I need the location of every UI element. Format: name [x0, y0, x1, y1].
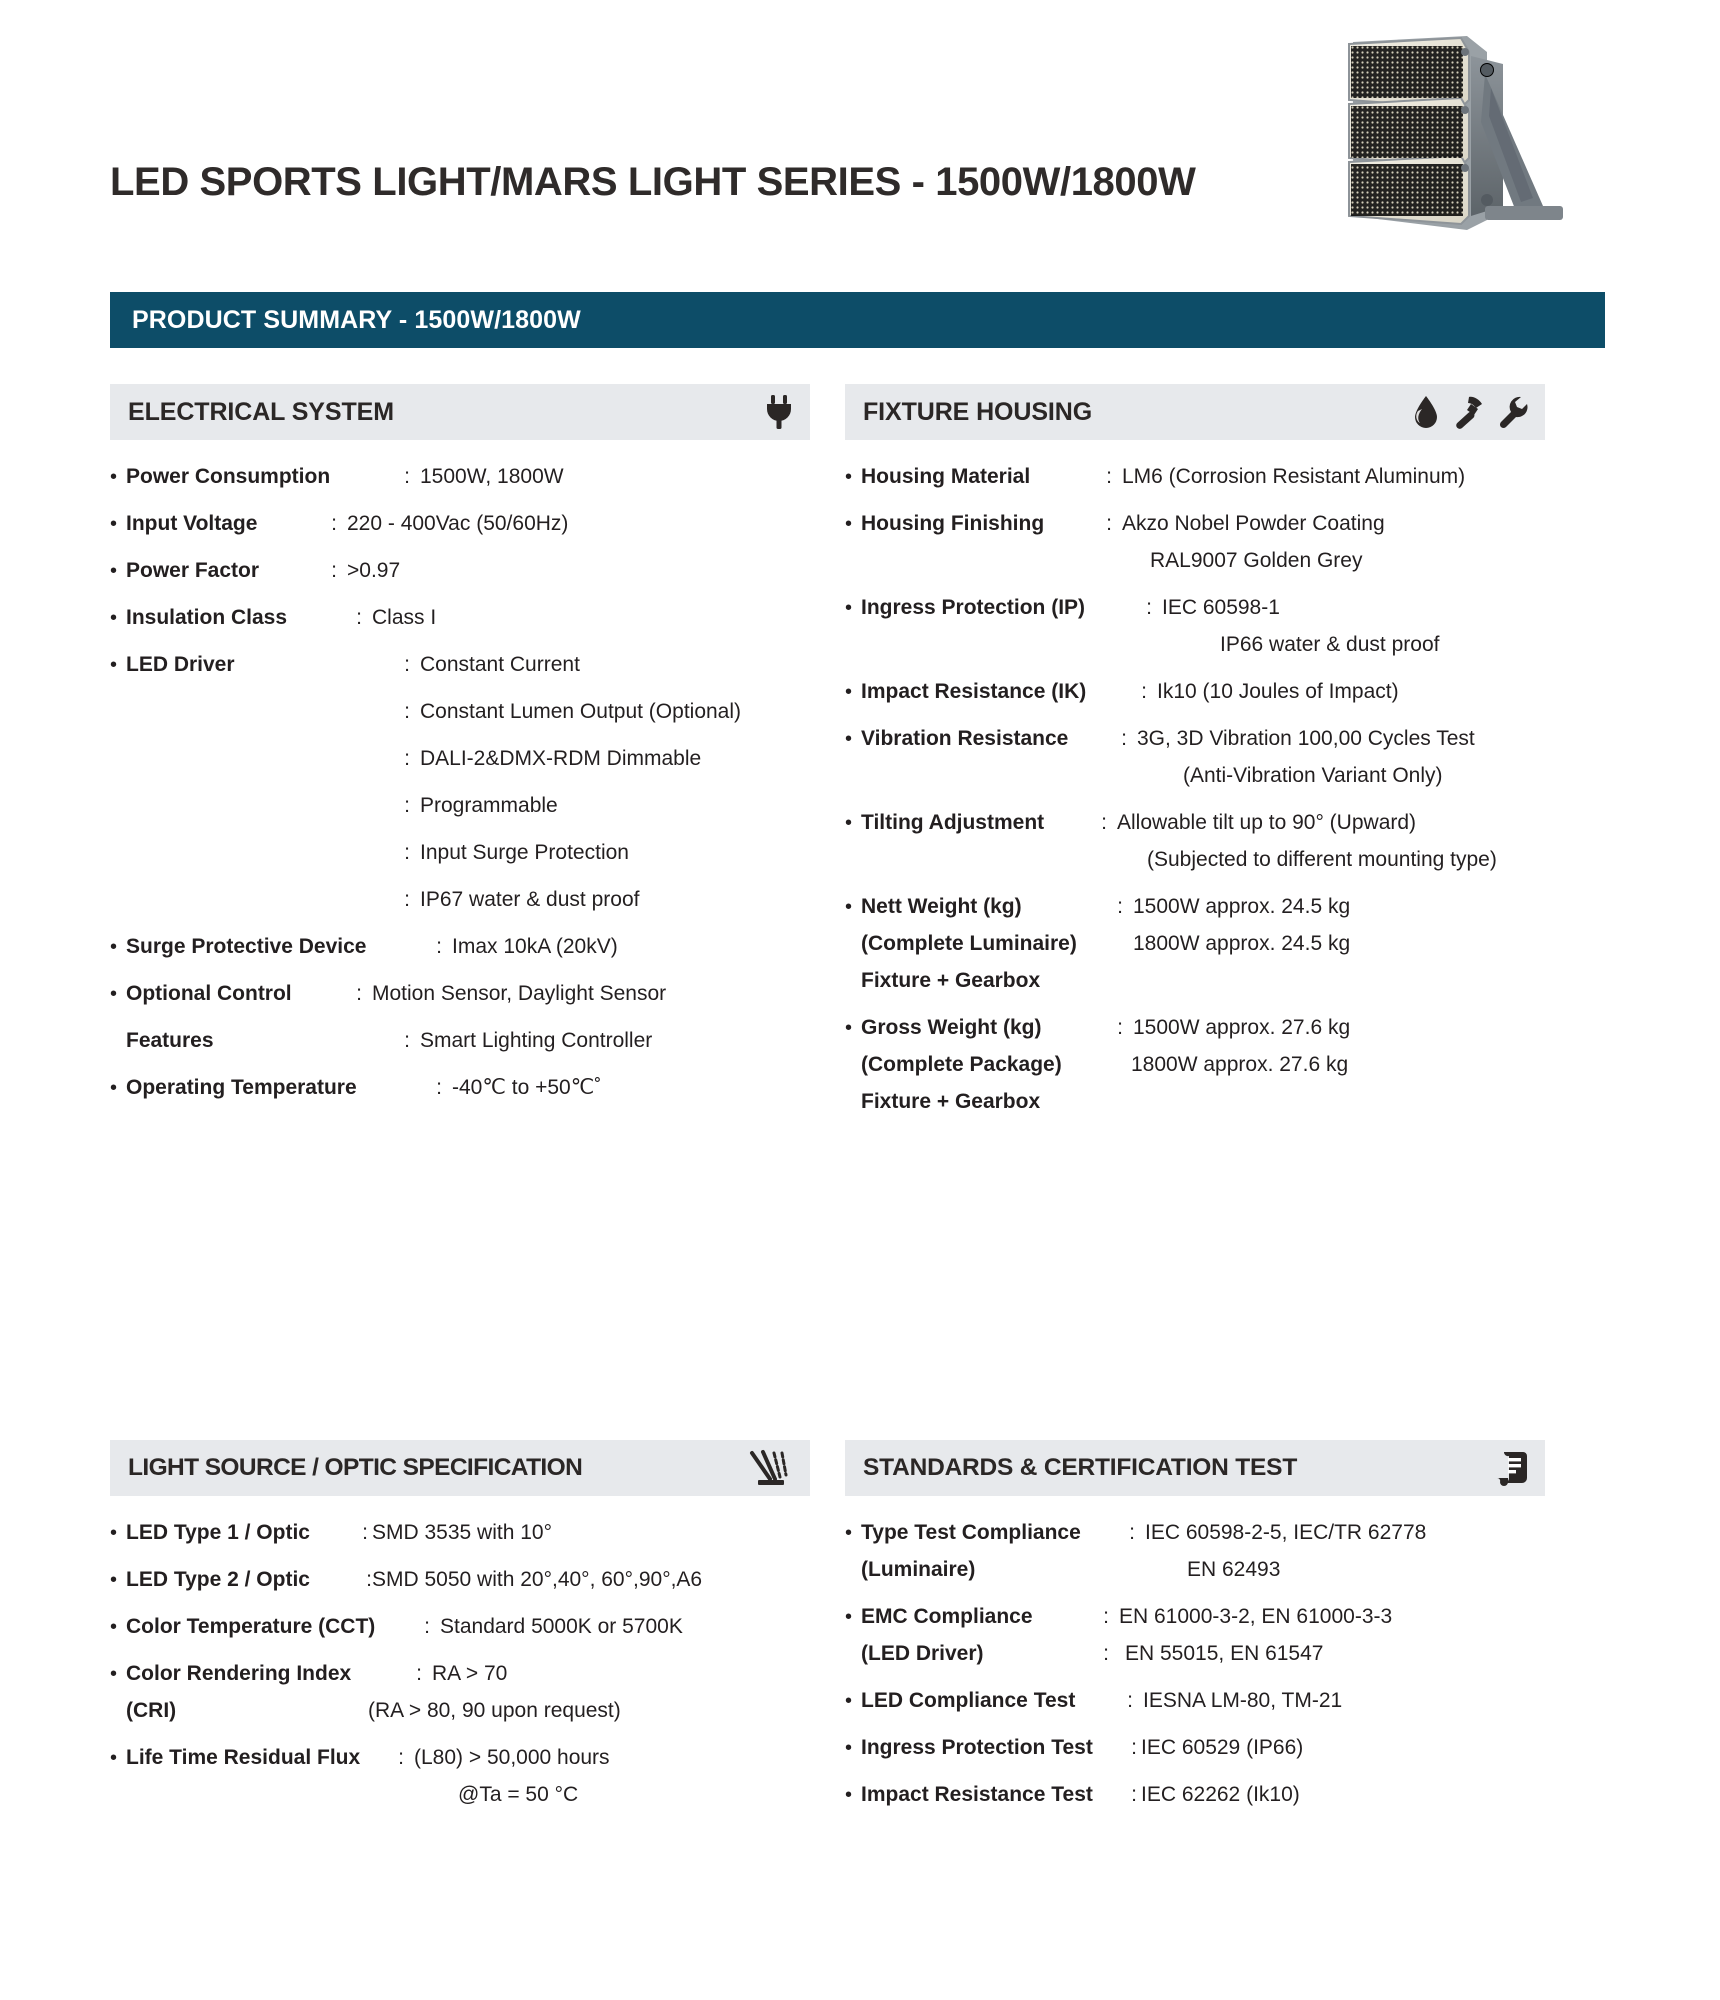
spec-row: [110, 513, 810, 534]
section-electrical-system: [110, 384, 810, 1124]
bullet-icon: •: [845, 896, 853, 918]
spec-label: Surge Protective Device: [126, 935, 367, 958]
bullet-icon: [110, 1785, 126, 1805]
bullet-icon: •: [110, 1616, 118, 1638]
bullet-icon: •: [110, 983, 118, 1005]
spec-colon: :: [362, 1521, 368, 1544]
spec-row: [845, 765, 1545, 786]
spec-label: Color Rendering Index: [126, 1662, 352, 1685]
spec-label: Power Consumption: [126, 465, 331, 488]
bullet-icon: •: [110, 1569, 118, 1591]
spec-label: Housing Material: [861, 465, 1031, 488]
spec-colon: :: [436, 935, 442, 958]
bullet-icon: [845, 635, 861, 655]
spec-colon: :: [1129, 1521, 1135, 1544]
spec-colon: :: [404, 1029, 410, 1052]
spec-colon: :: [404, 888, 410, 911]
bullet-icon: •: [845, 1522, 853, 1544]
spec-value: 1500W approx. 24.5 kg: [1133, 895, 1351, 918]
bullet-icon: [845, 971, 861, 991]
spec-value: Constant Lumen Output (Optional): [420, 700, 742, 723]
spec-row: [845, 1522, 1545, 1543]
section-header-optic: [110, 1440, 810, 1496]
bullet-icon: [110, 843, 126, 863]
bullet-icon: [845, 551, 861, 571]
spec-value: Class I: [372, 606, 437, 629]
spec-colon: :: [1141, 680, 1147, 703]
bullet-icon: [110, 796, 126, 816]
spec-row: [845, 1737, 1545, 1758]
spec-label: Nett Weight (kg): [861, 895, 1022, 918]
spec-row: [845, 1091, 1545, 1112]
bullet-icon: [845, 1055, 861, 1075]
spec-row: [110, 560, 810, 581]
spec-label: Power Factor: [126, 559, 260, 582]
spec-colon: :: [1127, 1689, 1133, 1712]
spec-row: [845, 634, 1545, 655]
spec-value: DALI-2&DMX-RDM Dimmable: [420, 747, 702, 770]
bullet-icon: [845, 1092, 861, 1112]
spec-value: 220 - 400Vac (50/60Hz): [347, 512, 569, 535]
spec-value: EN 55015, EN 61547: [1125, 1642, 1324, 1665]
spec-row: [110, 701, 810, 722]
banner-title: PRODUCT SUMMARY - 1500W/1800W: [132, 305, 581, 334]
spec-value: SMD 3535 with 10°: [372, 1521, 552, 1544]
bullet-icon: •: [110, 607, 118, 629]
bullet-icon: •: [110, 936, 118, 958]
spec-value: >0.97: [347, 559, 401, 582]
bullet-icon: •: [110, 1663, 118, 1685]
spec-row: [845, 933, 1545, 954]
spec-label: (Complete Luminaire): [861, 932, 1077, 955]
section-fixture-housing: [845, 384, 1545, 1138]
spec-row: [845, 1606, 1545, 1627]
spec-colon: :: [404, 841, 410, 864]
section-title-housing: FIXTURE HOUSING: [863, 397, 1093, 426]
spec-label: Type Test Compliance: [861, 1521, 1081, 1544]
spec-label: Operating Temperature: [126, 1076, 357, 1099]
spec-row: [110, 936, 810, 957]
bullet-icon: [845, 1644, 861, 1664]
spec-value: Allowable tilt up to 90° (Upward): [1117, 811, 1417, 834]
bullet-icon: •: [845, 513, 853, 535]
spec-label: LED Compliance Test: [861, 1689, 1076, 1712]
spec-value: 1500W approx. 27.6 kg: [1133, 1016, 1351, 1039]
spec-colon: :: [366, 1568, 372, 1591]
bullet-icon: [110, 1701, 126, 1721]
spec-label: EMC Compliance: [861, 1605, 1033, 1628]
spec-row: [110, 1663, 810, 1684]
spec-label: Impact Resistance Test: [861, 1783, 1093, 1806]
bullet-icon: •: [845, 466, 853, 488]
spec-colon: :: [404, 794, 410, 817]
bullet-icon: •: [845, 681, 853, 703]
spec-value: @Ta = 50 °C: [458, 1783, 579, 1806]
spec-colon: :: [1106, 512, 1112, 535]
section-title-electrical: ELECTRICAL SYSTEM: [128, 397, 394, 426]
spec-colon: :: [331, 512, 337, 535]
bullet-icon: [845, 934, 861, 954]
bullet-icon: •: [110, 466, 118, 488]
bullet-icon: [110, 702, 126, 722]
spec-colon: :: [356, 606, 362, 629]
spec-row: [845, 513, 1545, 534]
spec-label: Fixture + Gearbox: [861, 1090, 1041, 1113]
hammer-icon: [1452, 395, 1484, 429]
spec-value: EN 61000-3-2, EN 61000-3-3: [1119, 1605, 1393, 1628]
spec-label: Gross Weight (kg): [861, 1016, 1042, 1039]
spec-row: [110, 748, 810, 769]
spec-label: Optional Control: [126, 982, 292, 1005]
standards-spec-list: [845, 1522, 1545, 1805]
spec-row: [845, 896, 1545, 917]
housing-spec-list: [845, 466, 1545, 1112]
spec-row: [845, 1054, 1545, 1075]
spec-colon: :: [404, 700, 410, 723]
spec-colon: :: [436, 1076, 442, 1099]
bullet-icon: •: [110, 1747, 118, 1769]
spec-row: [845, 597, 1545, 618]
page-title-row: [110, 160, 1610, 205]
spec-row: [110, 842, 810, 863]
spec-row: [845, 1017, 1545, 1038]
spec-row: [845, 550, 1545, 571]
electrical-spec-list: [110, 466, 810, 1098]
spec-row: [110, 983, 810, 1004]
bullet-icon: •: [845, 597, 853, 619]
spec-row: [845, 1784, 1545, 1805]
bullet-icon: •: [845, 1784, 853, 1806]
spec-row: [110, 607, 810, 628]
spec-colon: :: [398, 1746, 404, 1769]
spec-value: 3G, 3D Vibration 100,00 Cycles Test: [1137, 727, 1475, 750]
spec-colon: :: [1121, 727, 1127, 750]
bullet-icon: •: [845, 812, 853, 834]
spec-label: Input Voltage: [126, 512, 258, 535]
spec-row: [110, 1077, 810, 1098]
bullet-icon: •: [110, 654, 118, 676]
spec-label: Vibration Resistance: [861, 727, 1069, 750]
spec-label: Impact Resistance (IK): [861, 680, 1087, 703]
spec-label: (Luminaire): [861, 1558, 976, 1581]
certificate-scroll-icon: [1495, 1450, 1529, 1486]
spec-value: -40℃ to +50℃˚: [452, 1076, 602, 1099]
spec-label: Ingress Protection (IP): [861, 596, 1086, 619]
spec-row: [110, 1569, 810, 1590]
spec-colon: :: [404, 465, 410, 488]
spec-label: Color Temperature (CCT): [126, 1615, 376, 1638]
spec-colon: :: [1117, 895, 1123, 918]
section-title-standards: STANDARDS & CERTIFICATION TEST: [863, 1454, 1298, 1481]
product-summary-banner: [110, 292, 1605, 348]
spec-value: 1800W approx. 24.5 kg: [1133, 932, 1351, 955]
spec-row: [110, 466, 810, 487]
spec-row: [845, 812, 1545, 833]
spec-label: LED Type 2 / Optic: [126, 1568, 310, 1591]
spec-row: [110, 1747, 810, 1768]
bullet-icon: [845, 766, 861, 786]
bullet-icon: [845, 850, 861, 870]
plug-icon: [764, 395, 794, 429]
section-title-optic: LIGHT SOURCE / OPTIC SPECIFICATION: [128, 1454, 583, 1481]
spec-value: IESNA LM-80, TM-21: [1143, 1689, 1343, 1712]
spec-colon: :: [404, 747, 410, 770]
section-header-housing: [845, 384, 1545, 440]
section-header-standards: [845, 1440, 1545, 1496]
optic-spec-list: [110, 1522, 810, 1805]
spec-value: IP66 water & dust proof: [1220, 633, 1440, 656]
spec-colon: :: [424, 1615, 430, 1638]
section-light-source-optic: [110, 1440, 810, 1831]
spec-value: (RA > 80, 90 upon request): [368, 1699, 621, 1722]
spec-row: [845, 681, 1545, 702]
spec-row: [110, 1700, 810, 1721]
spec-value: EN 62493: [1187, 1558, 1281, 1581]
spec-value: Standard 5000K or 5700K: [440, 1615, 683, 1638]
spec-colon: :: [1103, 1642, 1109, 1665]
spec-value: Akzo Nobel Powder Coating: [1122, 512, 1385, 535]
spec-value: IEC 60598-1: [1162, 596, 1280, 619]
spec-label: (Complete Package): [861, 1053, 1062, 1076]
bullet-icon: •: [110, 513, 118, 535]
spec-label: Fixture + Gearbox: [861, 969, 1041, 992]
spec-value: IEC 62262 (Ik10): [1141, 1783, 1300, 1806]
spec-label: Features: [126, 1029, 214, 1052]
spec-colon: :: [1146, 596, 1152, 619]
spec-colon: :: [331, 559, 337, 582]
spec-colon: :: [356, 982, 362, 1005]
spec-label: LED Type 1 / Optic: [126, 1521, 310, 1544]
spec-row: [845, 728, 1545, 749]
spec-row: [110, 795, 810, 816]
spec-value: IP67 water & dust proof: [420, 888, 640, 911]
spec-colon: :: [1117, 1016, 1123, 1039]
wrench-icon: [1497, 395, 1529, 429]
spec-label: LED Driver: [126, 653, 235, 676]
spec-row: [110, 1616, 810, 1637]
spec-row: [845, 1559, 1545, 1580]
spec-value: IEC 60598-2-5, IEC/TR 62778: [1145, 1521, 1427, 1544]
spec-label: Tilting Adjustment: [861, 811, 1045, 834]
bullet-icon: •: [845, 1017, 853, 1039]
spec-row: [110, 1784, 810, 1805]
bullet-icon: •: [110, 560, 118, 582]
spec-value: RAL9007 Golden Grey: [1150, 549, 1363, 572]
spec-label: Life Time Residual Flux: [126, 1746, 361, 1769]
page-title: LED SPORTS LIGHT/MARS LIGHT SERIES - 1500W/1800W: [110, 160, 1196, 204]
spec-colon: :: [1103, 1605, 1109, 1628]
spec-row: [845, 849, 1545, 870]
spec-row: [845, 466, 1545, 487]
spec-value: (Subjected to different mounting type): [1147, 848, 1497, 871]
bullet-icon: •: [845, 1606, 853, 1628]
section-header-electrical: [110, 384, 810, 440]
spec-value: Smart Lighting Controller: [420, 1029, 653, 1052]
spec-value: (L80) > 50,000 hours: [414, 1746, 610, 1769]
spec-label: (CRI): [126, 1699, 177, 1722]
bullet-icon: •: [110, 1077, 118, 1099]
bullet-icon: [110, 749, 126, 769]
bullet-icon: •: [845, 1737, 853, 1759]
bullet-icon: •: [110, 1522, 118, 1544]
spec-row: [845, 970, 1545, 991]
spec-value: IEC 60529 (IP66): [1141, 1736, 1304, 1759]
bullet-icon: •: [845, 728, 853, 750]
spec-row: [110, 1030, 810, 1051]
light-beam-icon: [748, 1449, 794, 1487]
spec-colon: :: [404, 653, 410, 676]
spec-colon: :: [416, 1662, 422, 1685]
section-standards-certification: [845, 1440, 1545, 1831]
spec-label: Insulation Class: [126, 606, 288, 629]
spec-value: Motion Sensor, Daylight Sensor: [372, 982, 667, 1005]
spec-row: [110, 889, 810, 910]
spec-colon: :: [1101, 811, 1107, 834]
spec-value: Constant Current: [420, 653, 580, 676]
spec-value: SMD 5050 with 20°,40°, 60°,90°,A6: [372, 1568, 703, 1591]
spec-label: (LED Driver): [861, 1642, 984, 1665]
spec-value: RA > 70: [432, 1662, 508, 1685]
spec-value: 1500W, 1800W: [420, 465, 564, 488]
spec-value: Input Surge Protection: [420, 841, 629, 864]
spec-row: [110, 1522, 810, 1543]
bullet-icon: [845, 1560, 861, 1580]
spec-row: [845, 1643, 1545, 1664]
spec-colon: :: [1131, 1736, 1137, 1759]
spec-label: Ingress Protection Test: [861, 1736, 1093, 1759]
spec-colon: :: [1106, 465, 1112, 488]
spec-colon: :: [1131, 1783, 1137, 1806]
product-photo: [1335, 30, 1595, 240]
spec-value: Imax 10kA (20kV): [452, 935, 618, 958]
spec-value: 1800W approx. 27.6 kg: [1131, 1053, 1349, 1076]
spec-label: Housing Finishing: [861, 512, 1045, 535]
bullet-icon: •: [845, 1690, 853, 1712]
spec-row: [110, 654, 810, 675]
spec-value: Programmable: [420, 794, 558, 817]
bullet-icon: [110, 890, 126, 910]
spec-value: Ik10 (10 Joules of Impact): [1157, 680, 1399, 703]
bullet-icon: [110, 1031, 126, 1051]
spec-value: LM6 (Corrosion Resistant Aluminum): [1122, 465, 1466, 488]
spec-value: (Anti-Vibration Variant Only): [1183, 764, 1443, 787]
water-drop-icon: [1413, 395, 1439, 429]
spec-row: [845, 1690, 1545, 1711]
